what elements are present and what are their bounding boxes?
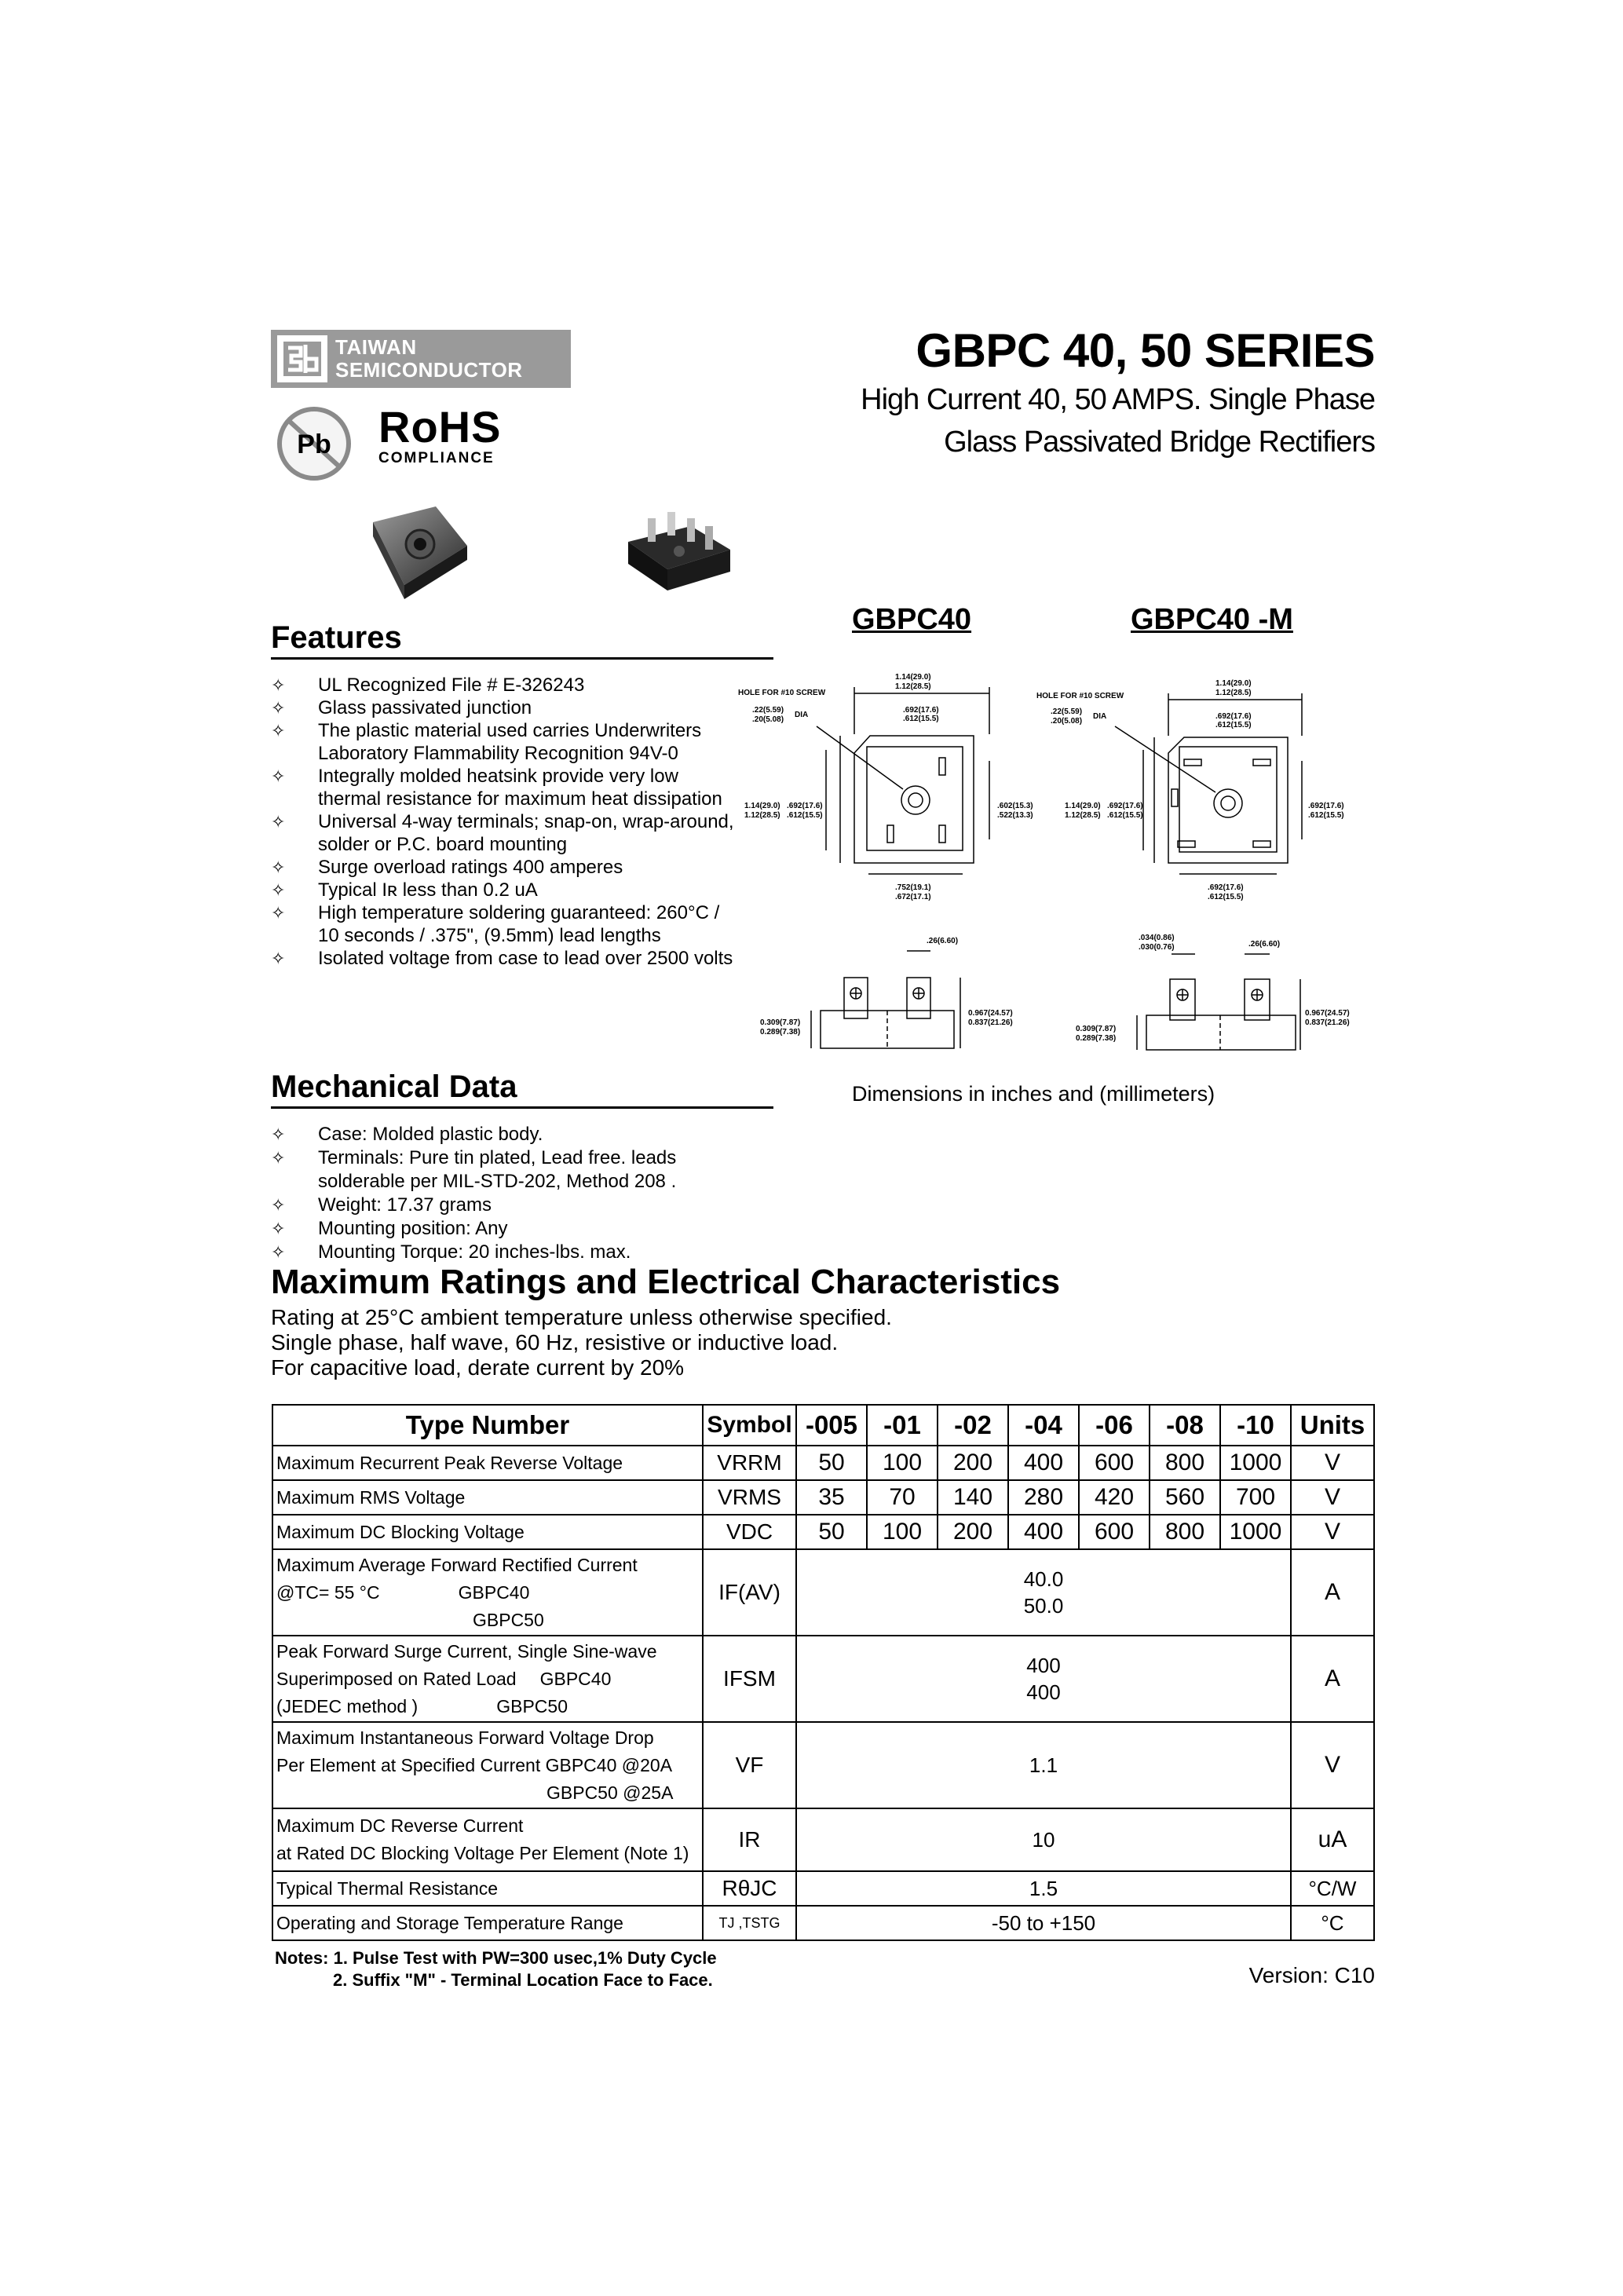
- row-symbol: RθJC: [703, 1871, 796, 1906]
- dimension-note: Dimensions in inches and (millimeters): [852, 1082, 1215, 1106]
- cell-value: 800: [1150, 1515, 1220, 1549]
- list-item: ✧ Weight: 17.37 grams: [271, 1194, 492, 1216]
- cell-value: -50 to +150: [796, 1906, 1291, 1940]
- page-title: GBPC 40, 50 SERIES: [916, 324, 1375, 377]
- cell-value: 400: [1008, 1515, 1079, 1549]
- page-subtitle: [861, 378, 1375, 463]
- height-dim-a: 0.967(24.57): [968, 1009, 1013, 1018]
- ratings-heading: Maximum Ratings and Electrical Characteristics: [271, 1263, 1061, 1301]
- side-inner-b: .612(15.5): [1107, 811, 1143, 820]
- row-unit: °C/W: [1291, 1871, 1374, 1906]
- features-list: [271, 674, 742, 970]
- list-item: ✧ Mounting Torque: 20 inches-lbs. max.: [271, 1241, 631, 1263]
- cell-value: 1000: [1220, 1515, 1291, 1549]
- bottom-dim-b: .672(17.1): [895, 893, 931, 901]
- cell-value: 1000: [1220, 1446, 1291, 1480]
- row-unit: A: [1291, 1549, 1374, 1636]
- col-header: Symbol: [703, 1405, 796, 1446]
- side-dim-b: 1.12(28.5): [744, 811, 780, 820]
- cell-value: 50: [796, 1515, 867, 1549]
- diamond-bullet-icon: ✧: [271, 880, 286, 900]
- top-dim-a: 1.14(29.0): [1215, 679, 1252, 688]
- diamond-bullet-icon: ✧: [271, 903, 286, 923]
- list-item: ✧ Typical Iʀ less than 0.2 uA: [271, 879, 538, 901]
- list-item: ✧ Surge overload ratings 400 amperes: [271, 857, 623, 878]
- diamond-bullet-icon: ✧: [271, 1124, 286, 1144]
- list-item: ✧ Universal 4-way terminals; snap-on, wrap-around, solder or P.C. board mounting: [271, 811, 734, 855]
- subtitle-line-1: High Current 40, 50 AMPS. Single Phase: [861, 383, 1375, 416]
- diamond-bullet-icon: ✧: [271, 1148, 286, 1168]
- list-item: ✧ Terminals: Pure tin plated, Lead free. leads solderable per MIL-STD-202, Method 208 .: [271, 1147, 677, 1192]
- inner-dim-b: .612(15.5): [903, 715, 939, 723]
- row-symbol: VRMS: [703, 1480, 796, 1515]
- list-item: ✧ Mounting position: Any: [271, 1218, 508, 1239]
- cell-value: 800: [1150, 1446, 1220, 1480]
- side-dim-b: 1.12(28.5): [1065, 811, 1101, 820]
- ratings-table: [272, 1404, 1375, 1941]
- diamond-bullet-icon: ✧: [271, 949, 286, 968]
- bottom-dim-a: .692(17.6): [1208, 883, 1244, 892]
- row-description: Operating and Storage Temperature Range: [272, 1906, 703, 1940]
- cell-value: 100: [867, 1446, 938, 1480]
- package-label-gbpc40m: GBPC40 -M: [1131, 603, 1293, 636]
- height-dim-a: 0.967(24.57): [1305, 1009, 1350, 1018]
- gbpc40m-side-view-drawing: [1068, 930, 1358, 1056]
- cell-value: 600: [1079, 1515, 1150, 1549]
- cell-value: 700: [1220, 1480, 1291, 1515]
- hole-dim-a: .22(5.59): [752, 706, 784, 715]
- hole-dim-b: .20(5.08): [752, 715, 784, 724]
- diamond-bullet-icon: ✧: [271, 721, 286, 740]
- right-dim-b: .522(13.3): [997, 811, 1033, 820]
- col-header: -08: [1150, 1405, 1220, 1446]
- row-description: Maximum Recurrent Peak Reverse Voltage: [272, 1446, 703, 1480]
- col-header: -02: [938, 1405, 1008, 1446]
- cell-value: 400 400: [796, 1636, 1291, 1722]
- row-symbol: IR: [703, 1808, 796, 1871]
- col-header: Units: [1291, 1405, 1374, 1446]
- row-unit: V: [1291, 1722, 1374, 1808]
- table-header-row: [272, 1405, 1374, 1446]
- row-symbol: IF(AV): [703, 1549, 796, 1636]
- side-dim-a: 1.14(29.0): [744, 802, 780, 810]
- right-dim-a: .602(15.3): [997, 802, 1033, 810]
- cell-value: 600: [1079, 1446, 1150, 1480]
- features-heading: Features: [271, 620, 773, 660]
- diamond-bullet-icon: ✧: [271, 857, 286, 877]
- table-row: [272, 1906, 1374, 1940]
- cell-value: 100: [867, 1515, 938, 1549]
- ratings-conditions: [271, 1305, 892, 1380]
- base-dim-a: 0.309(7.87): [760, 1018, 801, 1027]
- table-row: [272, 1515, 1374, 1549]
- company-logo: [271, 330, 571, 388]
- col-header: Type Number: [272, 1405, 703, 1446]
- mechanical-heading: Mechanical Data: [271, 1069, 773, 1109]
- gbpc40-side-view-drawing: [758, 930, 1033, 1056]
- term-m-dim-b: .030(0.76): [1139, 943, 1175, 952]
- cell-value: 560: [1150, 1480, 1220, 1515]
- list-item: ✧ UL Recognized File # E-326243: [271, 675, 585, 696]
- row-description: Maximum DC Reverse Current at Rated DC Blocking Voltage Per Element (Note 1): [272, 1808, 703, 1871]
- table-row: [272, 1636, 1374, 1722]
- cell-value: 70: [867, 1480, 938, 1515]
- list-item: ✧ The plastic material used carries Underwriters Laboratory Flammability Recognition 94V-0: [271, 720, 702, 764]
- row-symbol: IFSM: [703, 1636, 796, 1722]
- right-dim-a: .692(17.6): [1308, 802, 1344, 810]
- company-line-2: SEMICONDUCTOR: [335, 358, 523, 382]
- note-1: 1. Pulse Test with PW=300 usec,1% Duty Cycle: [333, 1948, 717, 1968]
- table-row: [272, 1549, 1374, 1636]
- note-2: 2. Suffix "M" - Terminal Location Face to Face.: [333, 1970, 713, 1990]
- side-inner-a: .692(17.6): [787, 802, 823, 810]
- condition-3: For capacitive load, derate current by 20%: [271, 1355, 685, 1380]
- side-inner-a: .692(17.6): [1107, 802, 1143, 810]
- row-unit: V: [1291, 1480, 1374, 1515]
- condition-1: Rating at 25°C ambient temperature unless otherwise specified.: [271, 1305, 892, 1329]
- notes: [275, 1947, 717, 1991]
- row-description: Typical Thermal Resistance: [272, 1871, 703, 1906]
- term-dim: .26(6.60): [927, 937, 959, 945]
- bottom-dim-a: .752(19.1): [895, 883, 931, 892]
- cell-value: 420: [1079, 1480, 1150, 1515]
- cell-value: 200: [938, 1515, 1008, 1549]
- row-description: Maximum Instantaneous Forward Voltage Drop Per Element at Specified Current GBPC40 @20A GBPC50 @25A: [272, 1722, 703, 1808]
- gbpc40-top-view-drawing: [738, 671, 1036, 907]
- bottom-dim-b: .612(15.5): [1208, 893, 1244, 901]
- cell-value: 1.1: [796, 1722, 1291, 1808]
- list-item: ✧ Isolated voltage from case to lead over 2500 volts: [271, 948, 733, 969]
- gbpc40m-top-view-drawing: [1036, 671, 1366, 907]
- base-dim-b: 0.289(7.38): [1076, 1034, 1117, 1043]
- col-header: -04: [1008, 1405, 1079, 1446]
- col-header: -005: [796, 1405, 867, 1446]
- col-header: -06: [1079, 1405, 1150, 1446]
- top-dim-b: 1.12(28.5): [1215, 689, 1252, 697]
- version-label: Version: C10: [1248, 1963, 1375, 1987]
- pb-free-icon: [271, 404, 357, 487]
- table-row: [272, 1446, 1374, 1480]
- row-unit: °C: [1291, 1906, 1374, 1940]
- diamond-bullet-icon: ✧: [271, 1219, 286, 1238]
- table-row: [272, 1480, 1374, 1515]
- base-dim-a: 0.309(7.87): [1076, 1025, 1117, 1033]
- term-m-dim-a: .034(0.86): [1139, 934, 1175, 942]
- package-label-gbpc40: GBPC40: [852, 603, 972, 636]
- right-dim-b: .612(15.5): [1308, 811, 1344, 820]
- product-photo-gbpc40: [357, 499, 475, 605]
- mechanical-list: [271, 1123, 742, 1264]
- table-row: [272, 1871, 1374, 1906]
- row-description: Peak Forward Surge Current, Single Sine-wave Superimposed on Rated Load GBPC40 (JEDEC method ) GBPC50: [272, 1636, 703, 1722]
- table-row: [272, 1722, 1374, 1808]
- inner-dim-a: .692(17.6): [903, 706, 939, 715]
- diamond-bullet-icon: ✧: [271, 1242, 286, 1262]
- diamond-bullet-icon: ✧: [271, 1195, 286, 1215]
- diamond-bullet-icon: ✧: [271, 812, 286, 832]
- inner-dim-a: .692(17.6): [1215, 712, 1252, 721]
- cell-value: 200: [938, 1446, 1008, 1480]
- rohs-label: RoHS: [378, 402, 502, 452]
- row-symbol: TJ ,TSTG: [703, 1906, 796, 1940]
- row-symbol: VRRM: [703, 1446, 796, 1480]
- list-item: ✧ Integrally molded heatsink provide very low thermal resistance for maximum heat dissipation: [271, 766, 722, 810]
- row-description: Maximum DC Blocking Voltage: [272, 1515, 703, 1549]
- company-line-1: TAIWAN: [335, 335, 417, 359]
- notes-label: Notes:: [275, 1948, 329, 1968]
- product-photo-gbpc40m: [620, 503, 738, 601]
- diamond-bullet-icon: ✧: [271, 675, 286, 695]
- row-unit: A: [1291, 1636, 1374, 1722]
- row-unit: uA: [1291, 1808, 1374, 1871]
- dia-label: DIA: [795, 711, 809, 719]
- col-header: -10: [1220, 1405, 1291, 1446]
- row-unit: V: [1291, 1515, 1374, 1549]
- col-header: -01: [867, 1405, 938, 1446]
- cell-value: 400: [1008, 1446, 1079, 1480]
- company-name: [335, 336, 523, 382]
- cell-value: 40.0 50.0: [796, 1549, 1291, 1636]
- side-inner-b: .612(15.5): [787, 811, 823, 820]
- row-description: Maximum RMS Voltage: [272, 1480, 703, 1515]
- pb-symbol: Pb: [297, 430, 331, 459]
- side-dim-a: 1.14(29.0): [1065, 802, 1101, 810]
- row-unit: V: [1291, 1446, 1374, 1480]
- term-dim: .26(6.60): [1248, 940, 1281, 949]
- rohs-badge: [378, 404, 501, 467]
- ts-logo-icon: [277, 335, 327, 382]
- row-description: Maximum Average Forward Rectified Current @TC= 55 °C GBPC40 GBPC50: [272, 1549, 703, 1636]
- cell-value: 140: [938, 1480, 1008, 1515]
- cell-value: 35: [796, 1480, 867, 1515]
- cell-value: 1.5: [796, 1871, 1291, 1906]
- cell-value: 50: [796, 1446, 867, 1480]
- row-symbol: VF: [703, 1722, 796, 1808]
- list-item: ✧ Glass passivated junction: [271, 697, 532, 718]
- base-dim-b: 0.289(7.38): [760, 1028, 801, 1036]
- top-dim-a: 1.14(29.0): [895, 673, 931, 682]
- hole-dim-b: .20(5.08): [1051, 717, 1083, 726]
- inner-dim-b: .612(15.5): [1215, 721, 1252, 729]
- height-dim-b: 0.837(21.26): [968, 1018, 1013, 1027]
- table-row: [272, 1808, 1374, 1871]
- diamond-bullet-icon: ✧: [271, 698, 286, 718]
- height-dim-b: 0.837(21.26): [1305, 1018, 1350, 1027]
- diamond-bullet-icon: ✧: [271, 766, 286, 786]
- row-symbol: VDC: [703, 1515, 796, 1549]
- list-item: ✧ Case: Molded plastic body.: [271, 1124, 543, 1145]
- cell-value: 280: [1008, 1480, 1079, 1515]
- list-item: ✧ High temperature soldering guaranteed: 260°C / 10 seconds / .375", (9.5mm) lead lengths: [271, 902, 720, 946]
- dia-label: DIA: [1093, 712, 1107, 721]
- top-dim-b: 1.12(28.5): [895, 682, 931, 691]
- condition-2: Single phase, half wave, 60 Hz, resistive or inductive load.: [271, 1330, 839, 1355]
- hole-label: HOLE FOR #10 SCREW: [738, 689, 826, 697]
- rohs-compliance: COMPLIANCE: [378, 450, 495, 466]
- subtitle-line-2: Glass Passivated Bridge Rectifiers: [944, 426, 1375, 459]
- hole-label: HOLE FOR #10 SCREW: [1036, 692, 1124, 700]
- cell-value: 10: [796, 1808, 1291, 1871]
- hole-dim-a: .22(5.59): [1051, 707, 1083, 716]
